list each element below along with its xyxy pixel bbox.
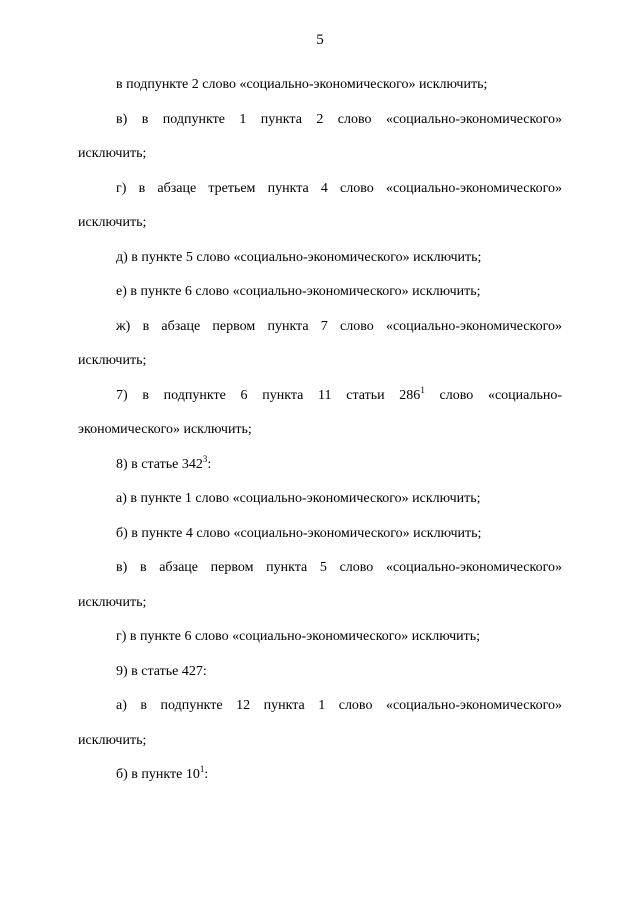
text-line: а) в подпункте 12 пункта 1 слово «социально-экономического»: [116, 698, 562, 713]
text-fragment: 7) в подпункте 6 пункта 11 статьи 286: [116, 388, 421, 403]
text-line: исключить;: [78, 733, 147, 748]
superscript: 3: [202, 454, 208, 464]
text-line: е) в пункте 6 слово «социально-экономического» исключить;: [116, 284, 481, 299]
text-line-with-superscript: [78, 766, 562, 783]
text-line: ж) в абзаце первом пункта 7 слово «социально-экономического»: [116, 319, 562, 334]
text-fragment: :: [207, 457, 212, 472]
superscript: 1: [199, 764, 205, 774]
text-line: г) в пункте 6 слово «социально-экономического» исключить;: [116, 629, 481, 644]
text-line: исключить;: [78, 146, 147, 161]
text-line: 9) в статье 427:: [116, 664, 207, 679]
text-line: г) в абзаце третьем пункта 4 слово «социально-экономического»: [116, 181, 562, 196]
text-line: исключить;: [78, 353, 147, 368]
text-fragment: :: [204, 767, 209, 782]
text-fragment: 8) в статье 342: [116, 457, 203, 472]
text-line: в подпункте 2 слово «социально-экономического» исключить;: [116, 77, 488, 92]
text-line-with-superscript: [78, 456, 562, 473]
text-line: б) в пункте 4 слово «социально-экономического» исключить;: [116, 526, 482, 541]
page-number: 5: [316, 32, 324, 48]
text-fragment: слово «социально-: [424, 388, 563, 403]
text-fragment: б) в пункте 10: [116, 767, 200, 782]
text-line-with-superscript: [78, 387, 562, 404]
text-line: исключить;: [78, 215, 147, 230]
text-line: а) в пункте 1 слово «социально-экономического» исключить;: [116, 491, 481, 506]
text-line: экономического» исключить;: [78, 422, 252, 437]
text-line: исключить;: [78, 595, 147, 610]
superscript: 1: [420, 385, 425, 395]
text-line: в) в подпункте 1 пункта 2 слово «социально-экономического»: [116, 112, 562, 127]
text-line: д) в пункте 5 слово «социально-экономического» исключить;: [116, 250, 482, 265]
text-line: в) в абзаце первом пункта 5 слово «социально-экономического»: [116, 560, 562, 575]
